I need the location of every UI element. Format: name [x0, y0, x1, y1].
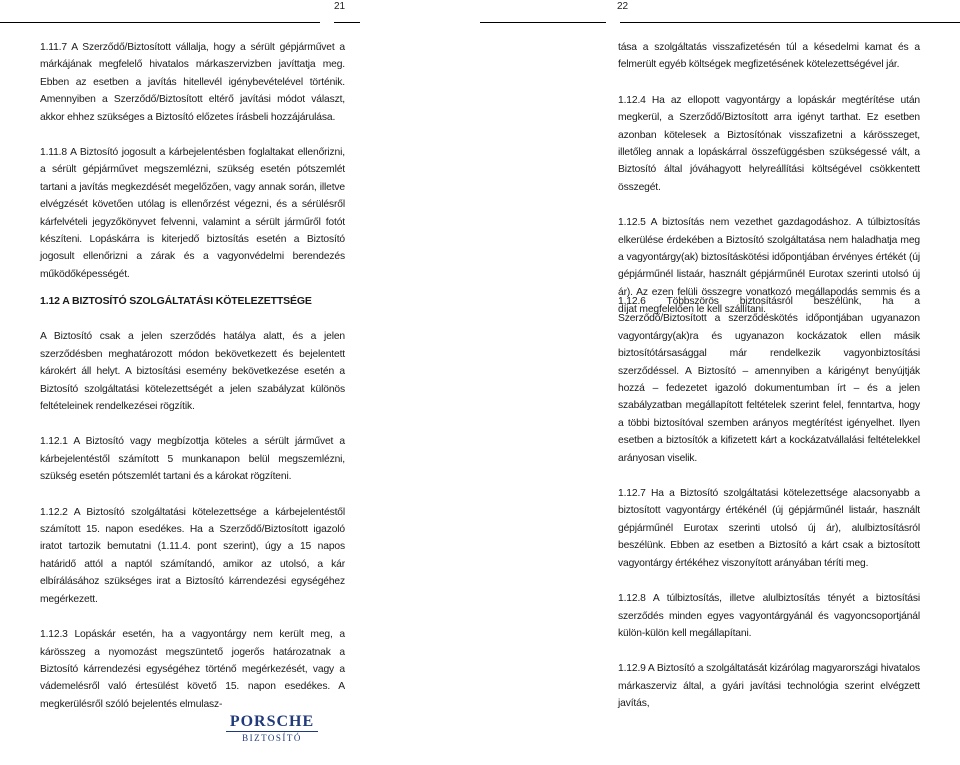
right-column-top	[618, 39, 920, 319]
porsche-biztosito-logo	[222, 714, 322, 743]
header-rule	[480, 22, 960, 23]
paragraph-intro: A Biztosító csak a jelen szerződés hatálya alatt, és a jelen szerződésben meghatározott módon bekövetkezett és bejelentett károkért áll helyt. A biztosítási esemény bekövetkezése esetén a Biztosító szolgáltatási kötelezettségét a jelen szabályzat különös feltételeinek rendelkezései rögzítik.	[40, 331, 345, 413]
paragraph-1-12-9: 1.12.9 A Biztosító a szolgáltatását kizárólag magyarországi hivatalos márkaszerviz által, a gyári javítási technológia szerint elvégzett javítás,	[618, 663, 920, 710]
logo-divider	[226, 731, 318, 732]
paragraph-1-11-8: 1.11.8 A Biztosító jogosult a kárbejelentésben foglaltakat ellenőrizni, a sérült gépjárművet megszemlézni, szükség esetén pótszemlét tartani a javítás megkezdését megelőzően, vagy annak során, illetve elvégzését követően utólag is ellenőrzést végezni, és a sérülésről kárfelvételi jegyzőkönyvet felvenni, valamint a sérült járműről fotót készíteni. Lopáskárra is kiterjedő biztosítás esetén a Biztosító jogosult ellenőrizni a zárak és a vagyonvédelmi berendezés működőképességét.	[40, 147, 345, 280]
paragraph-1-12-6: 1.12.6 Többszörös biztosításról beszélünk, ha a Szerződő/Biztosított a szerződéskötés időpontjában ugyanazon vagyontárgy(ak)ra és ugyanazon kockázatok ellen másik biztosítótársasággal már rendelkezik vagyonbiztosítási szerződéssel. A Biztosító – amennyiben a kárigényt benyújtják hozzá – fedezetet igazoló dokumentumban írt – és a jelen szabályzatban megállapított feltételek szerint felel, fenntartva, hogy a többi biztosítóval szemben arányos megtérítést igényelhet. Ilyen esetben a biztosítók a kifizetett kárt a kockázatvállalási feltételekkel arányosan viselik.	[618, 296, 920, 464]
right-column-bottom	[618, 293, 920, 713]
left-column-top	[40, 39, 345, 283]
paragraph-continuation: tása a szolgáltatás visszafizetésén túl a késedelmi kamat és a felmerült egyéb költségek megfizetésének kötelezettségével jár.	[618, 42, 920, 71]
page-number: 22	[617, 1, 629, 12]
paragraph-1-11-7: 1.11.7 A Szerződő/Biztosított vállalja, hogy a sérült gépjárművet a márkájának megfelelő hivatalos márkaszervizben javíttatja meg. Ebben az esetben a javítás hitellevél igénybevételével történik. Amennyiben a Szerződő/Biztosított eltérő javítási módot választ, akkor ehhez szükséges a Biztosító előzetes írásbeli hozzájárulása.	[40, 42, 345, 123]
paragraph-1-12-2: 1.12.2 A Biztosító szolgáltatási kötelezettsége a kárbejelentéstől számított 15. napon esedékes. Ha a Szerződő/Biztosított igazoló iratot tartozik bemutatni (1.11.4. pont szerint), úgy a 15 napos határidő attól a naptól számítandó, amikor az utolsó, a kár elbírálásához szükséges irat a Biztosító kárrendezési egységéhez megérkezett.	[40, 506, 345, 605]
left-column-bottom	[40, 293, 345, 713]
paragraph-1-12-8: 1.12.8 A túlbiztosítás, illetve alulbiztosítás tényét a biztosítási szerződés minden egyes vagyontárgyánál és vagyoncsoportjánál külön-külön kell megállapítani.	[618, 593, 920, 639]
header-gap	[320, 0, 334, 44]
paragraph-1-12-7: 1.12.7 Ha a Biztosító szolgáltatási kötelezettsége alacsonyabb a biztosított vagyontárgy értékénél (új gépjárműnél listaár, használt gépjárműnél Eurotax szerinti utolsó új ár), alulbiztosításról beszélünk. Ebben az esetben a Biztosító a kárt csak a biztosított vagyontárgy értékéhez viszonyított arányában téríti meg.	[618, 488, 920, 569]
logo-main-text: PORSCHE	[229, 713, 315, 730]
section-heading: 1.12 A BIZTOSÍTÓ SZOLGÁLTATÁSI KÖTELEZETTSÉGE	[40, 295, 312, 307]
paragraph-1-12-3: 1.12.3 Lopáskár esetén, ha a vagyontárgy nem került meg, a kárösszeg a nyomozást megszüntető jogerős határozatnak a Biztosító kárrendezési egységéhez történő megérkezését, vagy a vádemelésről való értesülést követő 15. napon esedékes. A megkerülésről szóló bejelentés elmulasz-	[40, 629, 345, 710]
page-number: 21	[334, 1, 346, 12]
logo-sub-text: BIZTOSÍTÓ	[242, 733, 302, 743]
paragraph-1-12-1: 1.12.1 A Biztosító vagy megbízottja köteles a sérült járművet a kárbejelentéstől számított 5 munkanapon belül megszemlézni, szükség esetén pótszemlét tartani és a károkat rögzíteni.	[40, 436, 345, 483]
paragraph-1-12-5: 1.12.5 A biztosítás nem vezethet gazdagodáshoz. A túlbiztosítás elkerülése érdekében a Biztosító szolgáltatása nem haladhatja meg a vagyontárgy(ak) biztosításkötési időpontjában érvényes értékét (új gépjárműnél listaár, használt gépjárműnél Eurotax szerinti utolsó új ár). Az ezen felüli összegre vonatkozó megállapodás semmis és a díjat megfelelően le kell szállítani.	[618, 217, 920, 316]
paragraph-1-12-4: 1.12.4 Ha az ellopott vagyontárgy a lopáskár megtérítése után megkerül, a Szerződő/Biztosított arra igényt tarthat. Ez esetben azonban kötelesek a Biztosítónak visszafizetni a kárösszeget, illetőleg annak a lopáskárral összefüggésben szükségessé vált, a Biztosító által jóváhagyott helyreállítási költségével csökkentett összegét.	[618, 94, 920, 193]
header-rule	[0, 22, 360, 23]
